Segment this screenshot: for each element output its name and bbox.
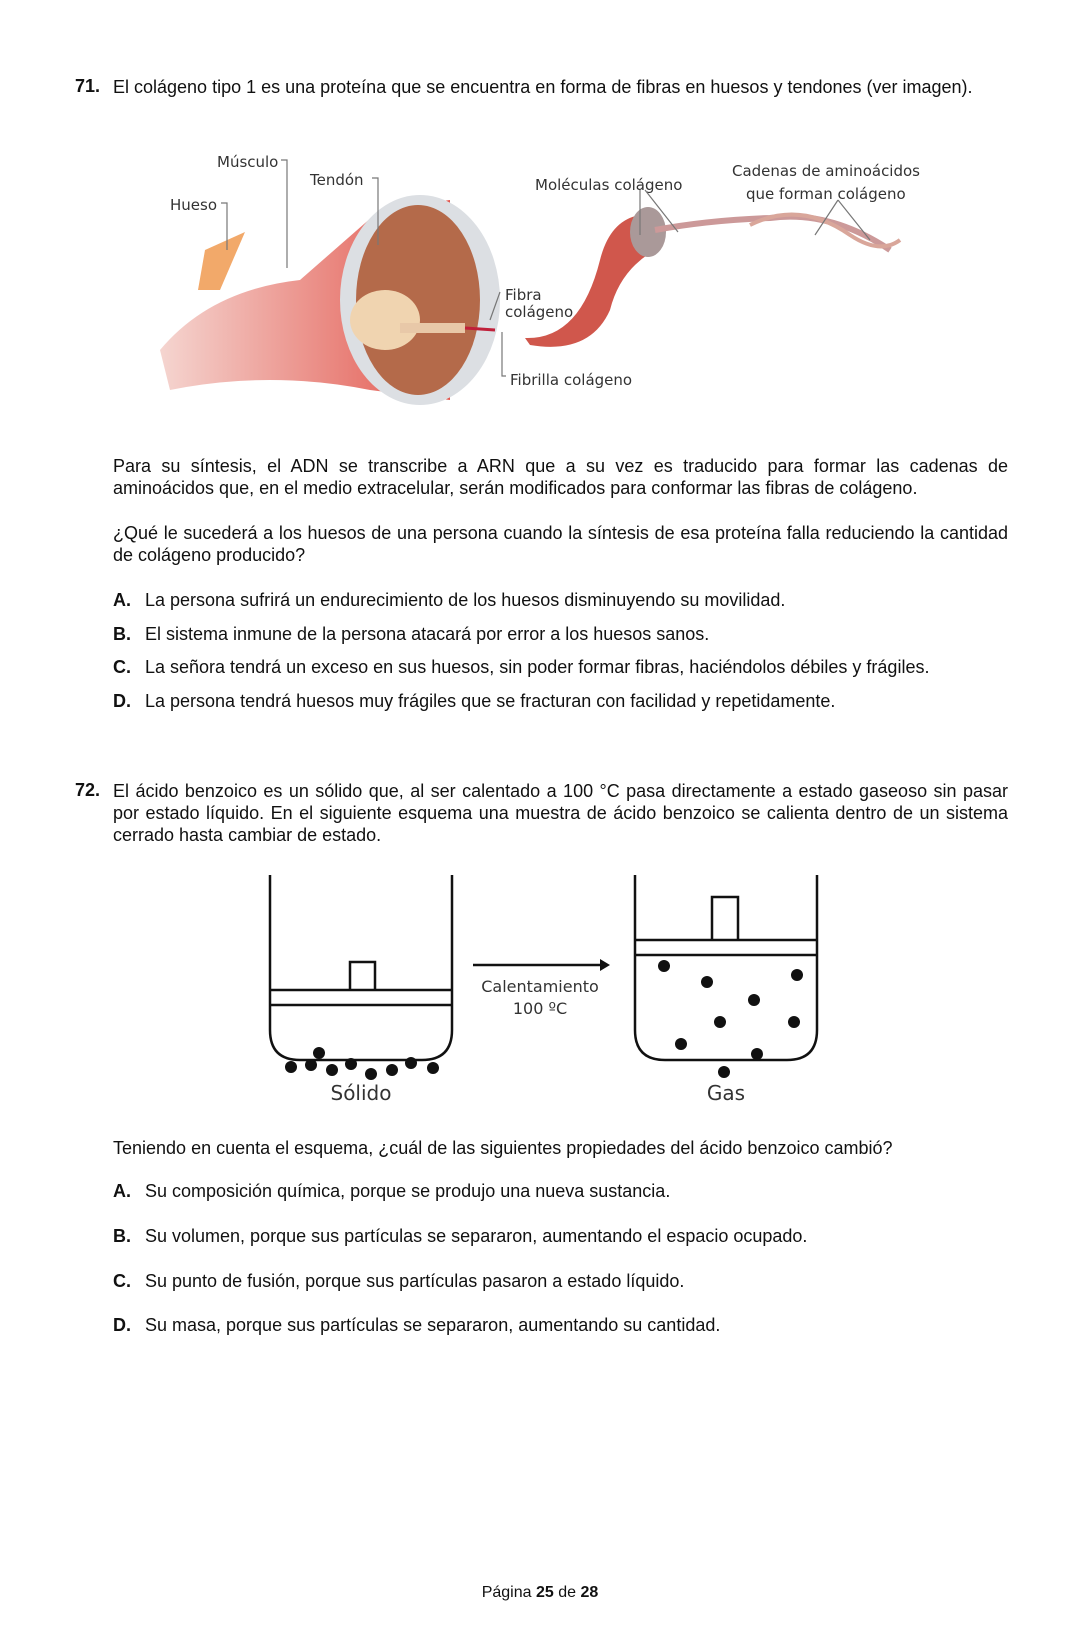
fiber-shape: [350, 290, 420, 350]
option-c[interactable]: C. Su punto de fusión, porque sus partículas pasaron a estado líquido.: [113, 1271, 685, 1291]
bone-shape: [198, 232, 245, 290]
question-stem: El colágeno tipo 1 es una proteína que se encuentra en forma de fibras en huesos y tendones (ver imagen).: [113, 77, 973, 97]
label-hueso: Hueso: [170, 196, 218, 214]
paragraph: Para su síntesis, el ADN se transcribe a ARN que a su vez es traducido para formar las cadenas de aminoácidos que, en el medio extracelular, serán modificados para conformar las fibras de colágeno.: [113, 456, 1008, 498]
label-cadenas-1: Cadenas de aminoácidos: [732, 162, 920, 180]
label-gas: Gas: [706, 1081, 746, 1105]
option-b[interactable]: B. El sistema inmune de la persona atacará por error a los huesos sanos.: [113, 624, 710, 644]
option-a[interactable]: A. La persona sufrirá un endurecimiento de los huesos disminuyendo su movilidad.: [113, 590, 786, 610]
question-number: 72.: [75, 780, 101, 800]
label-fibra-2: colágeno: [505, 303, 574, 321]
piston-solid: [350, 962, 375, 990]
label-fibrilla: Fibrilla colágeno: [510, 371, 633, 389]
question-stem: El ácido benzoico es un sólido que, al ser calentado a 100 °C pasa directamente a estado gaseoso sin pasar por estado líquido. En el siguiente esquema una muestra de ácido benzoico se calienta dentro de un sistema cerrado hasta cambiar de estado.: [113, 781, 1008, 845]
option-d[interactable]: D. Su masa, porque sus partículas se separaron, aumentando su cantidad.: [113, 1315, 721, 1335]
label-calentamiento: Calentamiento: [481, 977, 599, 996]
piston-gas: [712, 897, 738, 940]
container-solid: [270, 875, 452, 1060]
fibril-shape: [400, 323, 465, 333]
option-b[interactable]: B. Su volumen, porque sus partículas se separaron, aumentando el espacio ocupado.: [113, 1226, 808, 1246]
label-temperature: 100 ºC: [512, 999, 568, 1018]
question-text: Teniendo en cuenta el esquema, ¿cuál de las siguientes propiedades del ácido benzoico cambió?: [113, 1138, 893, 1158]
option-d[interactable]: D. La persona tendrá huesos muy frágiles que se fracturan con facilidad y repetidamente.: [113, 691, 836, 711]
label-moleculas: Moléculas colágeno: [535, 176, 683, 194]
option-c[interactable]: C. La señora tendrá un exceso en sus huesos, sin poder formar fibras, haciéndolos débiles y frágiles.: [113, 657, 930, 677]
option-a[interactable]: A. Su composición química, porque se produjo una nueva sustancia.: [113, 1181, 671, 1201]
label-fibra-1: Fibra: [505, 286, 542, 304]
collagen-figure: [150, 140, 950, 420]
page-footer: Página 25 de 28: [481, 1584, 599, 1601]
question-text: ¿Qué le sucederá a los huesos de una persona cuando la síntesis de esa proteína falla reduciendo la cantidad de colágeno producido?: [113, 523, 1008, 565]
label-solido: Sólido: [330, 1081, 392, 1105]
label-cadenas-2: que forman colágeno: [746, 185, 906, 203]
benzoic-acid-diagram: [250, 860, 830, 1110]
label-musculo: Músculo: [217, 153, 279, 171]
question-number: 71.: [75, 76, 101, 96]
label-tendon: Tendón: [310, 171, 364, 189]
